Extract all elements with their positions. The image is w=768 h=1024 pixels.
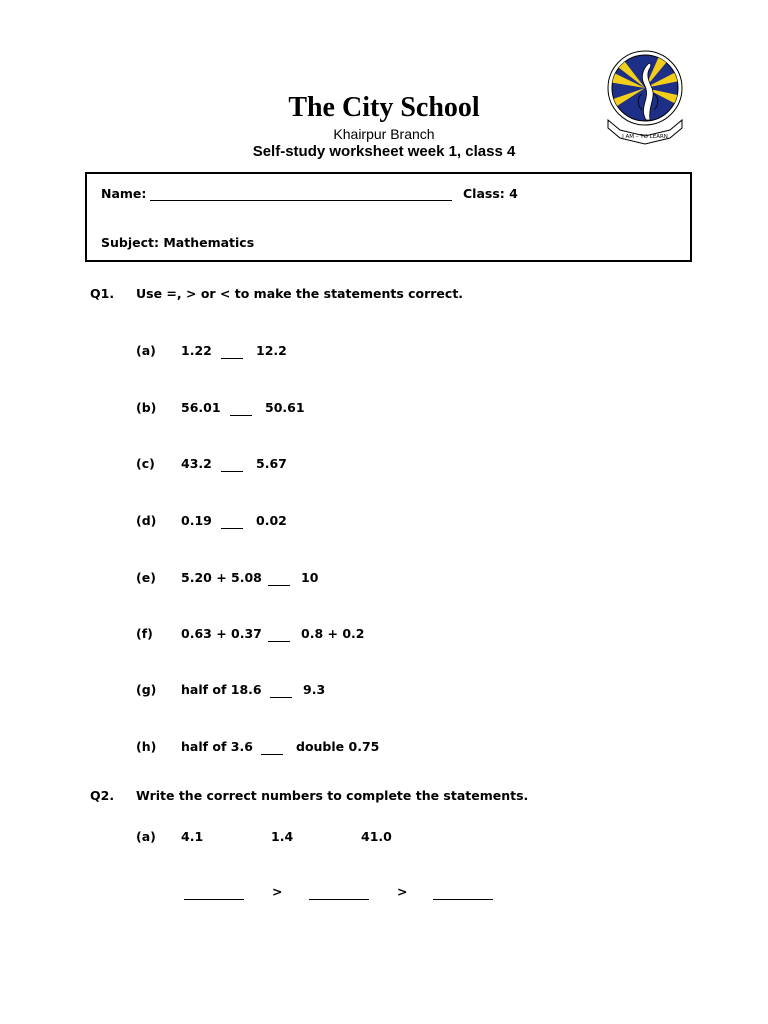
q1-item-label: (g)	[136, 682, 157, 697]
name-label: Name:	[101, 186, 147, 201]
q1-item-label: (a)	[136, 343, 156, 358]
order-blank-2[interactable]	[309, 884, 369, 905]
q1-item-label: (d)	[136, 513, 157, 528]
answer-blank[interactable]	[221, 456, 243, 477]
school-logo	[600, 50, 690, 150]
q1-number: Q1.	[90, 286, 115, 301]
order-blank-1[interactable]	[184, 884, 244, 905]
q1-item-right: 50.61	[265, 400, 305, 415]
answer-blank[interactable]	[268, 570, 290, 591]
answer-blank[interactable]	[270, 682, 292, 703]
q1-item-left: 56.01	[181, 400, 221, 415]
q1-item-label: (c)	[136, 456, 155, 471]
q1-item-left: half of 3.6	[181, 739, 253, 754]
q2-number-3: 41.0	[361, 829, 392, 844]
q1-item-right: 10	[301, 570, 319, 585]
q1-item-right: 0.02	[256, 513, 287, 528]
answer-blank[interactable]	[221, 513, 243, 534]
q1-item-left: 5.20 + 5.08	[181, 570, 262, 585]
q1-item-label: (e)	[136, 570, 156, 585]
q1-item-left: 43.2	[181, 456, 212, 471]
q2-instruction: Write the correct numbers to complete the statements.	[136, 788, 529, 803]
q1-item-right: 9.3	[303, 682, 326, 697]
q1-item-right: 5.67	[256, 456, 287, 471]
q2-number: Q2.	[90, 788, 115, 803]
q1-item-right: 12.2	[256, 343, 287, 358]
name-blank[interactable]	[150, 186, 452, 206]
q2-number-2: 1.4	[271, 829, 294, 844]
order-blank-3[interactable]	[433, 884, 493, 905]
q1-item-label: (h)	[136, 739, 157, 754]
q1-item-left: half of 18.6	[181, 682, 262, 697]
logo-motto: I AM – TO LEARN	[622, 134, 668, 140]
answer-blank[interactable]	[268, 626, 290, 647]
answer-blank[interactable]	[230, 400, 252, 421]
school-name: The City School	[288, 92, 480, 123]
answer-blank[interactable]	[261, 739, 283, 760]
q1-instruction: Use =, > or < to make the statements correct.	[136, 286, 464, 301]
class-label: Class: 4	[463, 186, 518, 201]
greater-than-symbol: >	[397, 884, 408, 899]
q1-item-left: 0.63 + 0.37	[181, 626, 262, 641]
answer-blank[interactable]	[221, 343, 243, 364]
q2-number-1: 4.1	[181, 829, 204, 844]
subject-label: Subject: Mathematics	[101, 235, 255, 250]
q1-item-label: (b)	[136, 400, 157, 415]
q1-item-right: 0.8 + 0.2	[301, 626, 365, 641]
q1-item-right: double 0.75	[296, 739, 380, 754]
q2-item-label: (a)	[136, 829, 156, 844]
q1-item-left: 1.22	[181, 343, 212, 358]
greater-than-symbol: >	[272, 884, 283, 899]
q1-item-label: (f)	[136, 626, 153, 641]
worksheet-subtitle: Self-study worksheet week 1, class 4	[252, 143, 516, 160]
branch-name: Khairpur Branch	[333, 126, 435, 142]
q1-item-left: 0.19	[181, 513, 212, 528]
